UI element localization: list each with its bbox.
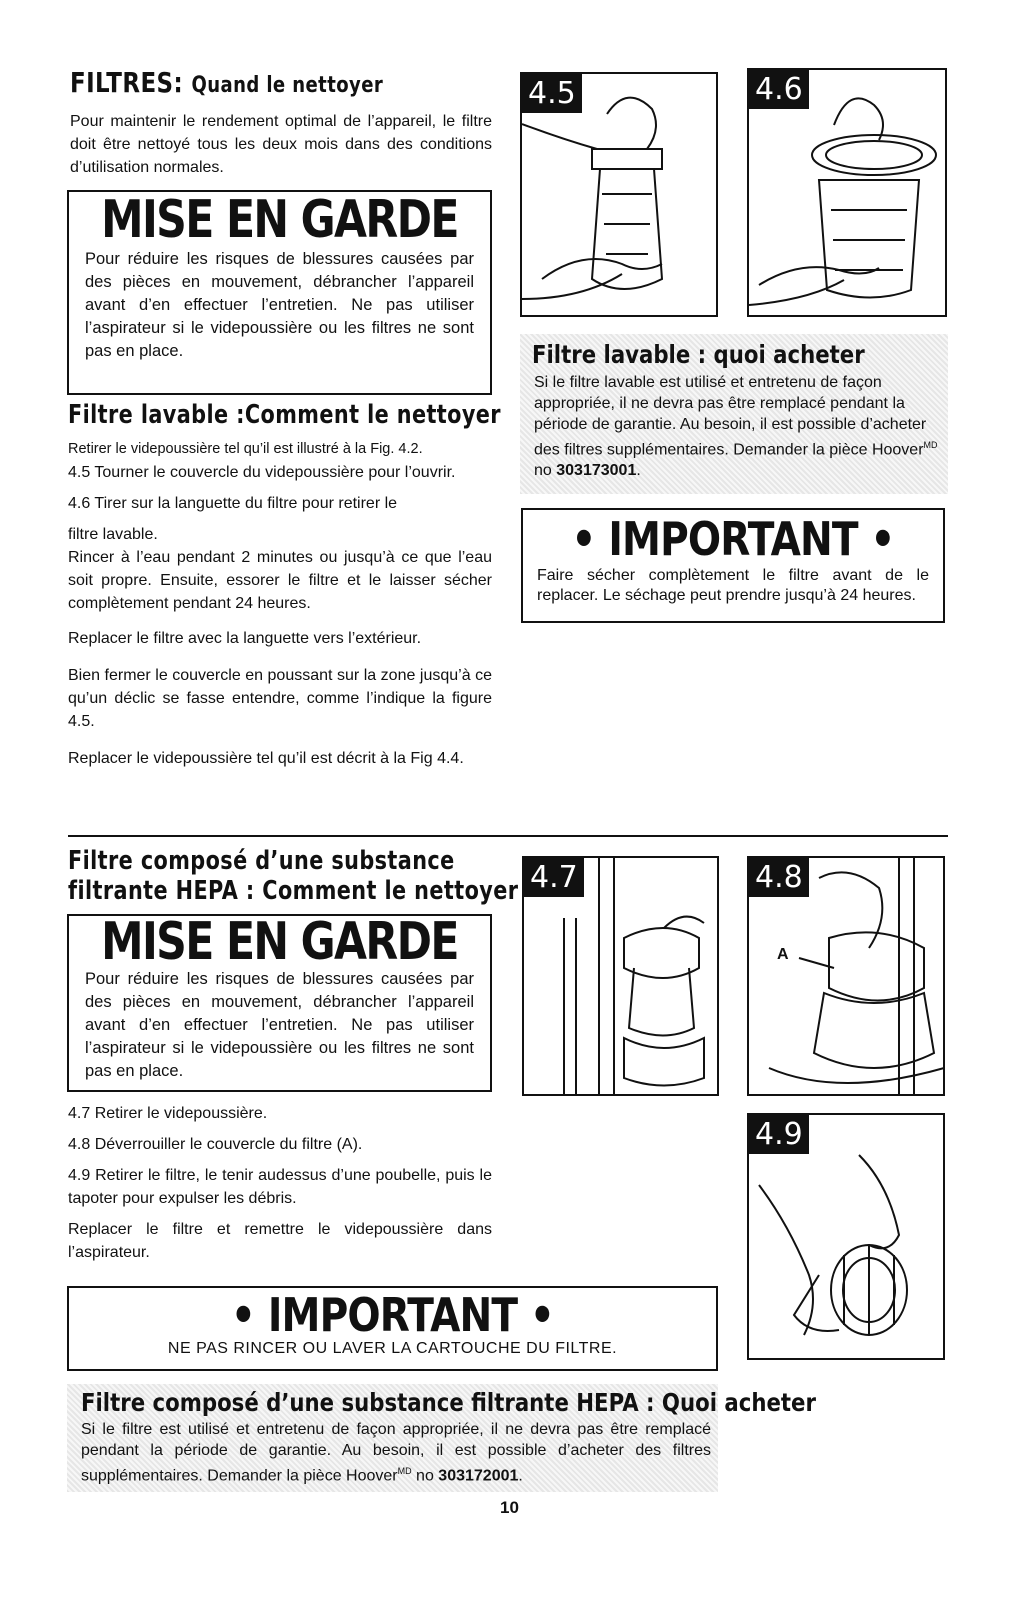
- page-number: 10: [500, 1498, 519, 1517]
- figure-label: 4.5: [522, 74, 582, 113]
- important-title: • IMPORTANT •: [571, 512, 895, 566]
- figure-label: 4.7: [524, 858, 584, 897]
- step-text: 4.9 Retirer le filtre, le tenir audessus d’une poubelle, puis le tapoter pour expulser les débris.: [68, 1167, 492, 1207]
- figure-4-8: [747, 856, 945, 1096]
- figure-4-6: [747, 68, 947, 317]
- warning-box: [67, 190, 492, 395]
- section-title: [70, 66, 383, 99]
- step-text: filtre lavable.: [68, 526, 158, 543]
- hepa-steps: [68, 1102, 492, 1272]
- warning-text: Pour réduire les risques de blessures causées par des pièces en mouvement, débrancher l’appareil avant d’en effectuer l’entretien. Ne pas utiliser l’aspirateur si le videpoussière ou les filtres ne sont pas en place.: [85, 250, 474, 360]
- figure-4-9: [747, 1113, 945, 1360]
- step-text: Replacer le filtre avec la languette vers l’extérieur.: [68, 630, 422, 647]
- step-text: 4.8 Déverrouiller le couvercle du filtre (A).: [68, 1136, 363, 1153]
- step-text: Replacer le filtre et remettre le videpoussière dans l’aspirateur.: [68, 1221, 492, 1261]
- important-text: Faire sécher complètement le filtre avant de le replacer. Le séchage peut prendre jusqu’à 24 heures.: [537, 567, 929, 604]
- important-title: • IMPORTANT •: [230, 1288, 555, 1342]
- figure-4-5: [520, 72, 718, 317]
- section-divider: [68, 835, 948, 837]
- title-sub: Quand le nettoyer: [191, 73, 384, 98]
- warning-title: MISE EN GARDE: [107, 916, 452, 968]
- important-box: [521, 508, 945, 623]
- washable-buy-box: [520, 334, 948, 494]
- figure-label: 4.9: [749, 1115, 809, 1154]
- figure-label: 4.6: [749, 70, 809, 109]
- hepa-title: Filtre composé d’une substance filtrante HEPA : Comment le nettoyer: [68, 846, 519, 906]
- title-main: FILTRES:: [70, 66, 184, 99]
- warning-box: [67, 914, 492, 1092]
- step-text: Retirer le videpoussière tel qu’il est illustré à la Fig. 4.2.: [68, 441, 423, 457]
- warning-text: Pour réduire les risques de blessures causées par des pièces en mouvement, débrancher l’appareil avant d’en effectuer l’entretien. Ne pas utiliser l’aspirateur si le videpoussière ou les filtres ne sont pas en place.: [85, 970, 474, 1080]
- hepa-buy-title: Filtre composé d’une substance filtrante HEPA : Quoi acheter: [81, 1388, 816, 1417]
- washable-buy-text: Si le filtre lavable est utilisé et entretenu de façon appropriée, il ne devra pas être remplacé pendant la période de garantie. Au besoin, il est possible d’acheter des filtres supplémentaires. Demander la pièce Hoover$^{MD}$ no 303173001.: [534, 374, 938, 480]
- intro-paragraph: Pour maintenir le rendement optimal de l’appareil, le filtre doit être nettoyé tous les deux mois dans des conditions d’utilisation normales.: [70, 113, 492, 176]
- important-text: NE PAS RINCER OU LAVER LA CARTOUCHE DU FILTRE.: [167, 1340, 618, 1357]
- figure-label: 4.8: [749, 858, 809, 897]
- step-text: 4.5 Tourner le couvercle du videpoussière pour l’ouvrir.: [68, 464, 456, 481]
- part-number: 303172001: [438, 1467, 519, 1485]
- important-box: [67, 1286, 718, 1371]
- callout-a: A: [777, 946, 789, 963]
- step-text: Rincer à l’eau pendant 2 minutes ou jusqu’à ce que l’eau soit propre. Ensuite, essorer le filtre et le laisser sécher complètement pendant 24 heures.: [68, 549, 492, 612]
- warning-title: MISE EN GARDE: [107, 192, 452, 248]
- hepa-buy-text: Si le filtre est utilisé et entretenu de façon appropriée, il ne devra pas être remplacé pendant la période de garantie. Au besoin, il est possible d’acheter des filtres supplémentaires. Demander la pièce Hoover$^{MD}$ no 303172001.: [81, 1421, 711, 1485]
- step-text: 4.6 Tirer sur la languette du filtre pour retirer le: [68, 495, 398, 512]
- figure-4-7: [522, 856, 719, 1096]
- washable-title: Filtre lavable :Comment le nettoyer: [68, 400, 501, 430]
- washable-steps: [68, 438, 492, 778]
- part-number: 303173001: [556, 462, 637, 480]
- step-text: Bien fermer le couvercle en poussant sur la zone jusqu’à ce qu’un déclic se fasse entendre, comme l’indique la figure 4.5.: [68, 667, 492, 730]
- step-text: Replacer le videpoussière tel qu’il est décrit à la Fig 4.4.: [68, 750, 464, 767]
- step-text: 4.7 Retirer le videpoussière.: [68, 1105, 268, 1122]
- hepa-buy-box: [67, 1384, 816, 1492]
- washable-buy-title: Filtre lavable : quoi acheter: [532, 340, 865, 369]
